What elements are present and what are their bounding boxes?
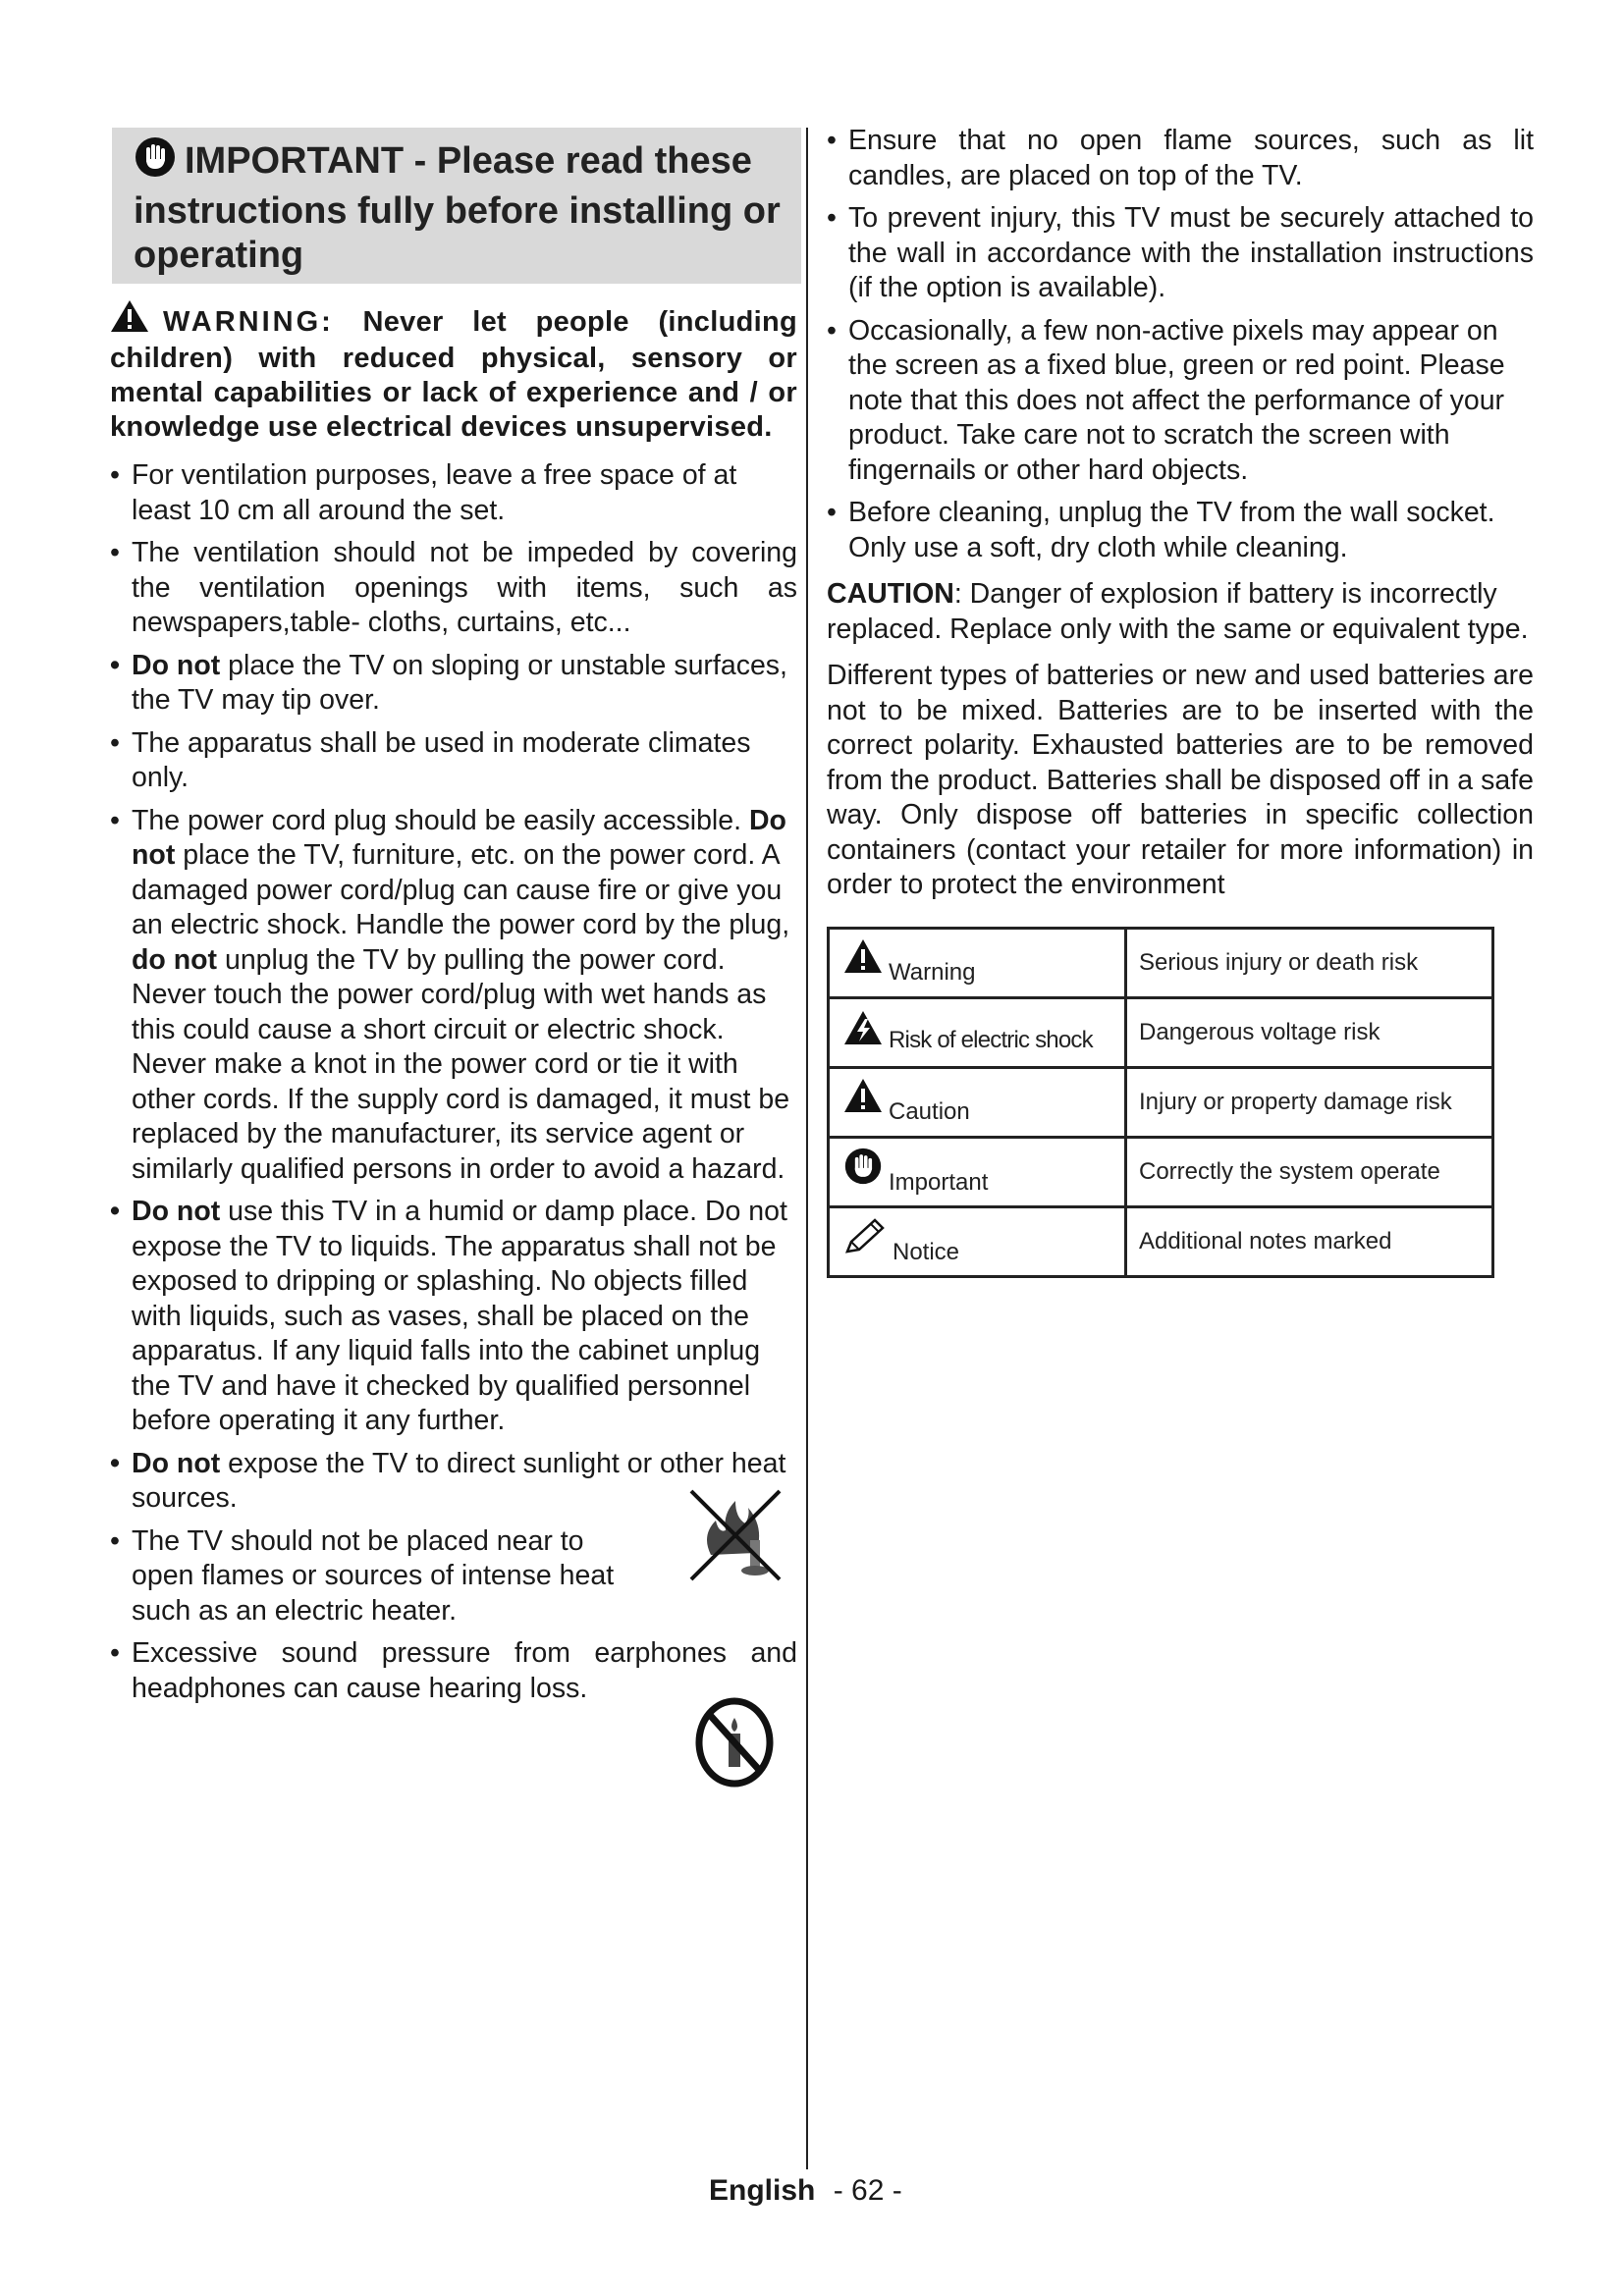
legend-description: Additional notes marked [1126, 1206, 1493, 1276]
bullet-injury-prevention: • To prevent injury, this TV must be securely attached to the wall in accordance with the installation instructions (if the option is available). [827, 202, 1534, 303]
bullet-bold: Do not [132, 804, 786, 871]
legend-description: Injury or property damage risk [1126, 1067, 1493, 1137]
pencil-icon [843, 1216, 887, 1262]
warning-title: WARNING: [163, 306, 334, 338]
bullet-sound-pressure: • Excessive sound pressure from earphones and headphones can cause hearing loss. [110, 1637, 797, 1704]
warning-triangle-icon [110, 299, 149, 342]
bullet-text: use this TV in a humid or damp place. Do not expose the TV to liquids. The apparatus shall not be exposed to dripping or splashing. No objects filled with liquids, such as vases, shall be placed on the apparatus. If any liquid falls into the cabinet unplug the TV and have it checked by qualified personnel before operating it any further. [132, 1196, 787, 1436]
batteries-paragraph: Different types of batteries or new and used batteries are not to be mixed. Batteries are to be inserted with the correct polarity. Exhausted batteries are to be removed from the product. Batteries shall be disposed off in a safe way. Only dispose off batteries in specific collection containers (contact your retailer for more information) in order to protect the environment [827, 660, 1534, 900]
legend-label: Caution [889, 1097, 970, 1125]
legend-description: Serious injury or death risk [1126, 928, 1493, 997]
footer-page-number: - 62 - [833, 2174, 902, 2207]
legend-row [829, 1137, 1493, 1206]
page-footer [709, 2174, 902, 2208]
bullet-text: Before cleaning, unplug the TV from the wall socket. Only use a soft, dry cloth while cleaning. [848, 497, 1495, 563]
bullet-text: unplug the TV by pulling the power cord. Never touch the power cord/plug with wet hands as this could cause a short circuit or electric shock. Never make a knot in the power cord or tie it with other cords. If the supply cord is damaged, it must be replaced by the manufacturer, its service agent or similarly qualified persons in order to avoid a hazard. [132, 943, 790, 1185]
bullet-ventilation-space: • For ventilation purposes, leave a free space of at least 10 cm all around the set. [110, 459, 737, 526]
legend-row [829, 997, 1493, 1067]
bullet-bold: Do not [132, 1196, 221, 1227]
legend-symbol-cell [829, 928, 1126, 997]
bullet-text: Occasionally, a few non-active pixels may appear on the screen as a fixed blue, green or red point. Please note that this does not affect the performance of your product. Take care not to scratch the screen with fingernails or other hard objects. [848, 314, 1505, 486]
bullet-text: Ensure that no open flame sources, such as lit candles, are placed on top of the TV. [848, 125, 1534, 191]
warning-block [110, 299, 797, 445]
legend-label: Notice [893, 1238, 960, 1265]
legend-row [829, 1206, 1493, 1276]
legend-label: Important [889, 1168, 989, 1196]
bullet-text: Excessive sound pressure from earphones and headphones can cause hearing loss. [132, 1637, 797, 1704]
important-header [112, 128, 801, 284]
bullet-text: expose the TV to direct sunlight or other heat sources. [132, 1447, 786, 1514]
no-flame-icon [681, 1486, 789, 1589]
bullet-text: To prevent injury, this TV must be securely attached to the wall in accordance with the installation instructions (if the option is available). [848, 202, 1534, 303]
symbol-legend-table [827, 927, 1494, 1278]
legend-symbol-cell [829, 1137, 1126, 1206]
bullet-text: The TV should not be placed near to open flames or sources of intense heat such as an electric heater. [132, 1524, 615, 1627]
bullet-bold: do not [132, 943, 218, 976]
legend-row [829, 1067, 1493, 1137]
bullet-cleaning: • Before cleaning, unplug the TV from the wall socket. Only use a soft, dry cloth while cleaning. [827, 497, 1495, 563]
warning-text: Never let people (including children) with reduced physical, sensory or mental capabilities or lack of experience and / or knowledge use electrical devices unsupervised. [110, 306, 798, 443]
legend-label: Risk of electric shock [889, 1026, 1093, 1053]
bullet-climates: • The apparatus shall be used in moderate climates only. [110, 726, 751, 793]
legend-label: Warning [889, 958, 976, 986]
bullet-sloping: • Do not place the TV on sloping or unstable surfaces, the TV may tip over. [110, 649, 787, 716]
legend-symbol-cell [829, 997, 1126, 1067]
bullet-power-cord: • The power cord plug should be easily accessible. Do not place the TV, furniture, etc. on the power cord. A damaged power cord/plug can cause fire or give you an electric shock. Handle the power cord by the plug, do not unplug the TV by pulling the power cord. Never touch the power cord/plug with wet hands as this could cause a short circuit or electric shock. Never make a knot in the power cord or tie it with other cords. If the supply cord is damaged, it must be replaced by the manufacturer, its service agent or similarly qualified persons in order to avoid a hazard. [110, 804, 790, 1185]
bullet-text: For ventilation purposes, leave a free space of at least 10 cm all around the set. [132, 459, 737, 526]
hand-stop-icon [134, 135, 177, 189]
caution-paragraph [827, 577, 1534, 647]
footer-language: English [709, 2174, 816, 2207]
caution-text: : Danger of explosion if battery is incorrectly replaced. Replace only with the same or equivalent type. [827, 578, 1529, 645]
bullet-open-flame-sources: • Ensure that no open flame sources, such as lit candles, are placed on top of the TV. [827, 125, 1534, 191]
bullet-humid: • Do not use this TV in a humid or damp place. Do not expose the TV to liquids. The apparatus shall not be exposed to dripping or splashing. No objects filled with liquids, such as vases, shall be placed on the apparatus. If any liquid falls into the cabinet unplug the TV and have it checked by qualified personnel before operating it any further. [110, 1196, 787, 1436]
no-candle-icon [693, 1696, 776, 1793]
bullet-pixels: • Occasionally, a few non-active pixels may appear on the screen as a fixed blue, green or red point. Please note that this does not affect the performance of your product. Take care not to scratch the screen with fingernails or other hard objects. [827, 314, 1505, 486]
bullet-text: place the TV on sloping or unstable surfaces, the TV may tip over. [132, 649, 787, 716]
bullet-text: The ventilation should not be impeded by covering the ventilation openings with items, such as newspapers,table- cloths, curtains, etc... [132, 537, 797, 638]
legend-description: Dangerous voltage risk [1126, 997, 1493, 1067]
hand-stop-icon [843, 1147, 883, 1193]
bullet-sunlight: • Do not expose the TV to direct sunlight or other heat sources. [110, 1447, 786, 1514]
warning-triangle-icon [843, 938, 883, 981]
right-column [827, 124, 1534, 1278]
bullet-text: The power cord plug should be easily accessible. [132, 804, 749, 836]
bullet-text: place the TV, furniture, etc. on the power cord. A damaged power cord/plug can cause fire or give you an electric shock. Handle the power cord by the plug, [132, 839, 790, 940]
caution-label: CAUTION [827, 578, 954, 610]
legend-symbol-cell [829, 1206, 1126, 1276]
electric-shock-icon [843, 1010, 883, 1052]
bullet-open-flames: • The TV should not be placed near to open flames or sources of intense heat such as an electric heater. [110, 1524, 615, 1627]
caution-triangle-icon [843, 1078, 883, 1120]
legend-symbol-cell [829, 1067, 1126, 1137]
column-divider [806, 128, 808, 2169]
left-column [110, 128, 797, 1706]
bullet-bold: Do not [132, 649, 221, 681]
bullet-ventilation-cover: • The ventilation should not be impeded by covering the ventilation openings with items, such as newspapers,table- cloths, curtains, etc... [110, 537, 797, 638]
legend-description: Correctly the system operate [1126, 1137, 1493, 1206]
legend-row [829, 928, 1493, 997]
header-title: IMPORTANT - Please read these instructions fully before installing or operating [134, 140, 781, 276]
bullet-text: The apparatus shall be used in moderate climates only. [132, 726, 751, 793]
bullet-bold: Do not [132, 1447, 221, 1479]
